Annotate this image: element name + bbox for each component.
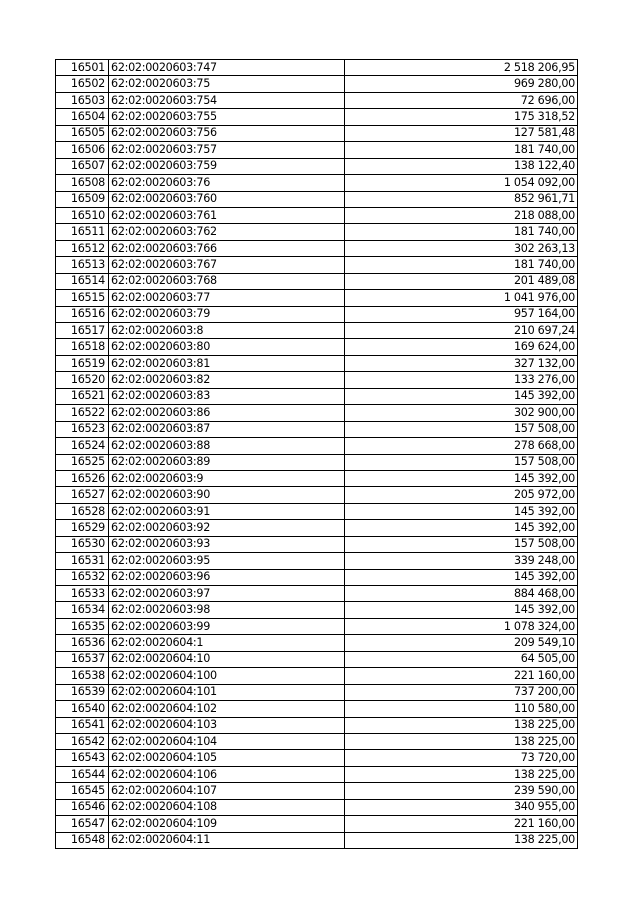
cadastral-value-cell: 957 164,00 — [345, 306, 578, 322]
table-row — [56, 109, 578, 125]
table-row — [56, 651, 578, 667]
cadastral-value-cell: 1 041 976,00 — [345, 290, 578, 306]
row-number-cell: 16542 — [56, 733, 109, 749]
cadastral-number-cell: 62:02:0020604:101 — [109, 684, 345, 700]
table-row — [56, 750, 578, 766]
row-number-cell: 16507 — [56, 158, 109, 174]
row-number-cell: 16515 — [56, 290, 109, 306]
row-number-cell: 16514 — [56, 273, 109, 289]
table-row — [56, 832, 578, 848]
cadastral-value-cell: 169 624,00 — [345, 339, 578, 355]
cadastral-number-cell: 62:02:0020604:103 — [109, 717, 345, 733]
cadastral-value-cell: 138 225,00 — [345, 717, 578, 733]
cadastral-value-cell: 157 508,00 — [345, 421, 578, 437]
row-number-cell: 16523 — [56, 421, 109, 437]
table-row — [56, 799, 578, 815]
cadastral-value-cell: 145 392,00 — [345, 602, 578, 618]
cadastral-number-cell: 62:02:0020603:766 — [109, 240, 345, 256]
table-row — [56, 717, 578, 733]
row-number-cell: 16521 — [56, 388, 109, 404]
row-number-cell: 16506 — [56, 142, 109, 158]
table-row — [56, 569, 578, 585]
cadastral-value-cell: 969 280,00 — [345, 76, 578, 92]
cadastral-value-cell: 209 549,10 — [345, 635, 578, 651]
table-row — [56, 536, 578, 552]
cadastral-number-cell: 62:02:0020603:767 — [109, 257, 345, 273]
cadastral-value-cell: 145 392,00 — [345, 470, 578, 486]
cadastral-value-cell: 327 132,00 — [345, 355, 578, 371]
row-number-cell: 16524 — [56, 438, 109, 454]
cadastral-number-cell: 62:02:0020604:11 — [109, 832, 345, 848]
cadastral-number-cell: 62:02:0020603:88 — [109, 438, 345, 454]
cadastral-number-cell: 62:02:0020604:100 — [109, 668, 345, 684]
cadastral-value-cell: 1 078 324,00 — [345, 618, 578, 634]
cadastral-value-cell: 339 248,00 — [345, 553, 578, 569]
row-number-cell: 16505 — [56, 125, 109, 141]
cadastral-value-cell: 138 225,00 — [345, 832, 578, 848]
cadastral-number-cell: 62:02:0020603:768 — [109, 273, 345, 289]
cadastral-number-cell: 62:02:0020603:757 — [109, 142, 345, 158]
table-row — [56, 470, 578, 486]
table-row — [56, 92, 578, 108]
cadastral-number-cell: 62:02:0020603:77 — [109, 290, 345, 306]
row-number-cell: 16539 — [56, 684, 109, 700]
row-number-cell: 16548 — [56, 832, 109, 848]
cadastral-value-cell: 145 392,00 — [345, 503, 578, 519]
row-number-cell: 16538 — [56, 668, 109, 684]
cadastral-number-cell: 62:02:0020603:98 — [109, 602, 345, 618]
table-row — [56, 602, 578, 618]
cadastral-number-cell: 62:02:0020603:759 — [109, 158, 345, 174]
row-number-cell: 16530 — [56, 536, 109, 552]
table-row — [56, 142, 578, 158]
table-row — [56, 520, 578, 536]
row-number-cell: 16517 — [56, 323, 109, 339]
cadastral-value-cell: 145 392,00 — [345, 388, 578, 404]
cadastral-value-cell: 302 900,00 — [345, 405, 578, 421]
cadastral-value-cell: 218 088,00 — [345, 207, 578, 223]
table-row — [56, 454, 578, 470]
cadastral-number-cell: 62:02:0020604:107 — [109, 783, 345, 799]
table-row — [56, 158, 578, 174]
cadastral-number-cell: 62:02:0020603:75 — [109, 76, 345, 92]
table-row — [56, 273, 578, 289]
cadastral-value-cell: 127 581,48 — [345, 125, 578, 141]
row-number-cell: 16535 — [56, 618, 109, 634]
table-body — [56, 60, 578, 849]
cadastral-value-cell: 72 696,00 — [345, 92, 578, 108]
table-row — [56, 553, 578, 569]
row-number-cell: 16546 — [56, 799, 109, 815]
cadastral-value-cell: 64 505,00 — [345, 651, 578, 667]
cadastral-number-cell: 62:02:0020603:76 — [109, 175, 345, 191]
table-row — [56, 125, 578, 141]
table-row — [56, 191, 578, 207]
cadastral-value-cell: 210 697,24 — [345, 323, 578, 339]
cadastral-value-cell: 138 122,40 — [345, 158, 578, 174]
cadastral-value-cell: 181 740,00 — [345, 224, 578, 240]
table-row — [56, 733, 578, 749]
row-number-cell: 16503 — [56, 92, 109, 108]
table-row — [56, 306, 578, 322]
row-number-cell: 16502 — [56, 76, 109, 92]
cadastral-number-cell: 62:02:0020603:8 — [109, 323, 345, 339]
cadastral-value-cell: 737 200,00 — [345, 684, 578, 700]
table-row — [56, 405, 578, 421]
cadastral-number-cell: 62:02:0020603:79 — [109, 306, 345, 322]
row-number-cell: 16533 — [56, 586, 109, 602]
row-number-cell: 16519 — [56, 355, 109, 371]
row-number-cell: 16504 — [56, 109, 109, 125]
table-row — [56, 816, 578, 832]
table-row — [56, 372, 578, 388]
row-number-cell: 16516 — [56, 306, 109, 322]
row-number-cell: 16512 — [56, 240, 109, 256]
table-row — [56, 438, 578, 454]
cadastral-number-cell: 62:02:0020603:761 — [109, 207, 345, 223]
cadastral-number-cell: 62:02:0020603:96 — [109, 569, 345, 585]
cadastral-value-cell: 110 580,00 — [345, 701, 578, 717]
cadastral-value-cell: 884 468,00 — [345, 586, 578, 602]
table-row — [56, 323, 578, 339]
table-row — [56, 175, 578, 191]
cadastral-value-cell: 181 740,00 — [345, 142, 578, 158]
cadastral-value-cell: 205 972,00 — [345, 487, 578, 503]
table-row — [56, 224, 578, 240]
cadastral-value-table — [55, 59, 578, 849]
table-row — [56, 701, 578, 717]
row-number-cell: 16501 — [56, 60, 109, 76]
cadastral-number-cell: 62:02:0020603:760 — [109, 191, 345, 207]
row-number-cell: 16527 — [56, 487, 109, 503]
table-row — [56, 207, 578, 223]
cadastral-number-cell: 62:02:0020603:86 — [109, 405, 345, 421]
cadastral-number-cell: 62:02:0020603:97 — [109, 586, 345, 602]
row-number-cell: 16531 — [56, 553, 109, 569]
table-row — [56, 487, 578, 503]
row-number-cell: 16508 — [56, 175, 109, 191]
row-number-cell: 16509 — [56, 191, 109, 207]
cadastral-value-cell: 302 263,13 — [345, 240, 578, 256]
row-number-cell: 16525 — [56, 454, 109, 470]
cadastral-value-cell: 181 740,00 — [345, 257, 578, 273]
row-number-cell: 16543 — [56, 750, 109, 766]
cadastral-number-cell: 62:02:0020603:80 — [109, 339, 345, 355]
table-row — [56, 339, 578, 355]
cadastral-number-cell: 62:02:0020604:105 — [109, 750, 345, 766]
row-number-cell: 16541 — [56, 717, 109, 733]
row-number-cell: 16537 — [56, 651, 109, 667]
cadastral-value-cell: 278 668,00 — [345, 438, 578, 454]
table-row — [56, 668, 578, 684]
cadastral-number-cell: 62:02:0020603:755 — [109, 109, 345, 125]
cadastral-number-cell: 62:02:0020604:102 — [109, 701, 345, 717]
row-number-cell: 16540 — [56, 701, 109, 717]
cadastral-value-cell: 145 392,00 — [345, 520, 578, 536]
cadastral-number-cell: 62:02:0020603:82 — [109, 372, 345, 388]
cadastral-number-cell: 62:02:0020603:90 — [109, 487, 345, 503]
row-number-cell: 16528 — [56, 503, 109, 519]
cadastral-number-cell: 62:02:0020603:91 — [109, 503, 345, 519]
row-number-cell: 16510 — [56, 207, 109, 223]
cadastral-value-cell: 157 508,00 — [345, 536, 578, 552]
table-row — [56, 76, 578, 92]
cadastral-value-cell: 239 590,00 — [345, 783, 578, 799]
cadastral-number-cell: 62:02:0020603:756 — [109, 125, 345, 141]
table-row — [56, 60, 578, 76]
cadastral-number-cell: 62:02:0020603:93 — [109, 536, 345, 552]
table-row — [56, 766, 578, 782]
row-number-cell: 16526 — [56, 470, 109, 486]
table-row — [56, 421, 578, 437]
cadastral-number-cell: 62:02:0020603:762 — [109, 224, 345, 240]
cadastral-value-cell: 175 318,52 — [345, 109, 578, 125]
row-number-cell: 16522 — [56, 405, 109, 421]
row-number-cell: 16529 — [56, 520, 109, 536]
cadastral-number-cell: 62:02:0020603:83 — [109, 388, 345, 404]
cadastral-value-cell: 145 392,00 — [345, 569, 578, 585]
cadastral-value-cell: 73 720,00 — [345, 750, 578, 766]
row-number-cell: 16520 — [56, 372, 109, 388]
table-row — [56, 240, 578, 256]
table-row — [56, 684, 578, 700]
table-row — [56, 618, 578, 634]
cadastral-value-cell: 221 160,00 — [345, 668, 578, 684]
table-row — [56, 388, 578, 404]
cadastral-number-cell: 62:02:0020603:81 — [109, 355, 345, 371]
cadastral-value-cell: 138 225,00 — [345, 766, 578, 782]
row-number-cell: 16534 — [56, 602, 109, 618]
cadastral-value-cell: 157 508,00 — [345, 454, 578, 470]
cadastral-value-cell: 133 276,00 — [345, 372, 578, 388]
cadastral-value-cell: 221 160,00 — [345, 816, 578, 832]
row-number-cell: 16532 — [56, 569, 109, 585]
cadastral-number-cell: 62:02:0020603:99 — [109, 618, 345, 634]
row-number-cell: 16545 — [56, 783, 109, 799]
cadastral-number-cell: 62:02:0020603:92 — [109, 520, 345, 536]
row-number-cell: 16513 — [56, 257, 109, 273]
cadastral-value-cell: 340 955,00 — [345, 799, 578, 815]
table-row — [56, 586, 578, 602]
table-row — [56, 635, 578, 651]
row-number-cell: 16518 — [56, 339, 109, 355]
table-row — [56, 783, 578, 799]
cadastral-number-cell: 62:02:0020603:95 — [109, 553, 345, 569]
cadastral-number-cell: 62:02:0020603:87 — [109, 421, 345, 437]
row-number-cell: 16547 — [56, 816, 109, 832]
row-number-cell: 16544 — [56, 766, 109, 782]
cadastral-number-cell: 62:02:0020604:1 — [109, 635, 345, 651]
cadastral-number-cell: 62:02:0020604:104 — [109, 733, 345, 749]
cadastral-number-cell: 62:02:0020603:754 — [109, 92, 345, 108]
table-row — [56, 503, 578, 519]
cadastral-number-cell: 62:02:0020604:109 — [109, 816, 345, 832]
cadastral-value-cell: 852 961,71 — [345, 191, 578, 207]
table-row — [56, 257, 578, 273]
cadastral-number-cell: 62:02:0020603:747 — [109, 60, 345, 76]
table-row — [56, 290, 578, 306]
cadastral-value-cell: 2 518 206,95 — [345, 60, 578, 76]
row-number-cell: 16536 — [56, 635, 109, 651]
cadastral-value-cell: 138 225,00 — [345, 733, 578, 749]
cadastral-value-cell: 1 054 092,00 — [345, 175, 578, 191]
table-row — [56, 355, 578, 371]
cadastral-number-cell: 62:02:0020604:10 — [109, 651, 345, 667]
cadastral-number-cell: 62:02:0020604:106 — [109, 766, 345, 782]
cadastral-number-cell: 62:02:0020603:9 — [109, 470, 345, 486]
cadastral-number-cell: 62:02:0020604:108 — [109, 799, 345, 815]
cadastral-value-cell: 201 489,08 — [345, 273, 578, 289]
row-number-cell: 16511 — [56, 224, 109, 240]
cadastral-number-cell: 62:02:0020603:89 — [109, 454, 345, 470]
